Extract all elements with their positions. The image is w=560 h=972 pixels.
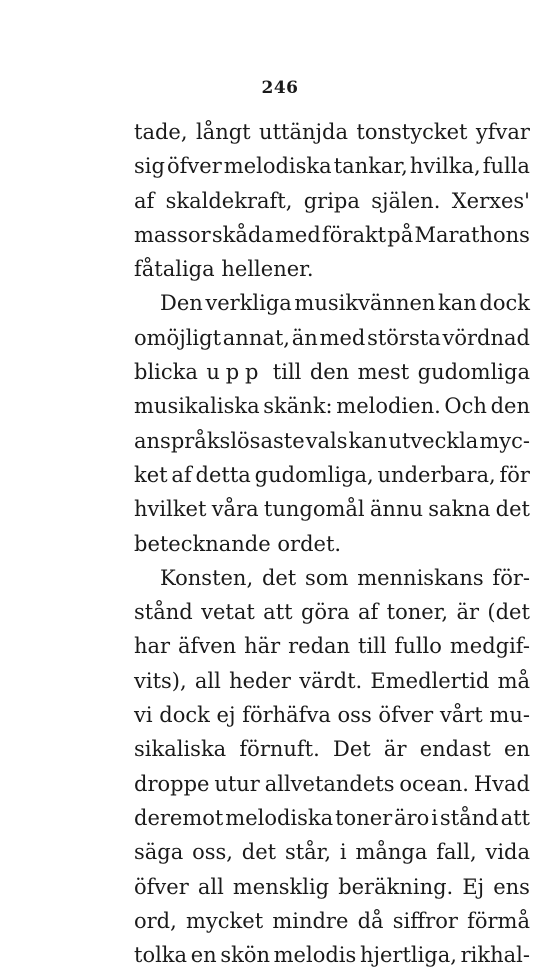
text-line bbox=[134, 286, 530, 320]
word: omöjligt bbox=[134, 325, 222, 350]
word: sakna bbox=[428, 497, 491, 522]
word: vi bbox=[134, 703, 153, 728]
word: oss, bbox=[192, 840, 233, 865]
word: värdt. bbox=[299, 668, 363, 693]
word: toner bbox=[335, 805, 393, 830]
text-line bbox=[134, 767, 530, 801]
word: till bbox=[358, 634, 387, 659]
word: af bbox=[357, 600, 379, 625]
word: förhäfva bbox=[242, 703, 331, 728]
word: är bbox=[383, 737, 407, 762]
word: förmå bbox=[467, 908, 530, 933]
word: deremot bbox=[134, 805, 224, 830]
word: ord, bbox=[134, 908, 177, 933]
word: medgif- bbox=[449, 634, 530, 659]
word: musikvännen bbox=[294, 291, 436, 316]
text-line bbox=[134, 424, 530, 458]
word: allvetandets bbox=[264, 771, 395, 796]
text-line bbox=[134, 355, 530, 389]
word: gudomliga, bbox=[254, 462, 374, 487]
word: utveckla bbox=[388, 428, 479, 453]
word: att bbox=[263, 600, 293, 625]
word: förakt bbox=[321, 222, 387, 247]
text-line bbox=[134, 527, 530, 561]
word: förnuft. bbox=[239, 737, 320, 762]
body-text bbox=[134, 115, 530, 972]
word: blicka bbox=[134, 360, 198, 385]
word: säga bbox=[134, 840, 184, 865]
word: underbara, bbox=[377, 462, 496, 487]
word: utur bbox=[214, 771, 260, 796]
word: det bbox=[495, 497, 530, 522]
word: Emedlertid bbox=[370, 668, 490, 693]
word: droppe bbox=[134, 771, 210, 796]
word: anspråkslösaste bbox=[134, 428, 305, 453]
word: vetat bbox=[201, 600, 255, 625]
word: hvilka, bbox=[409, 154, 481, 179]
word: här bbox=[244, 634, 281, 659]
word: yfvar bbox=[475, 120, 530, 144]
word: af bbox=[171, 462, 192, 487]
word: Det bbox=[333, 737, 371, 762]
word: af bbox=[134, 188, 155, 213]
word: fall, bbox=[436, 840, 477, 865]
text-line bbox=[134, 218, 530, 252]
word: sikaliska bbox=[134, 737, 227, 762]
word: mycket bbox=[186, 908, 264, 933]
word: största bbox=[367, 325, 441, 350]
word: menniskans bbox=[357, 565, 484, 590]
word: Hvad bbox=[473, 771, 530, 796]
word: äro bbox=[394, 805, 430, 830]
word: musikaliska bbox=[134, 394, 260, 419]
text-line bbox=[134, 321, 530, 355]
word: det bbox=[241, 840, 277, 865]
text-line bbox=[134, 801, 530, 835]
page-number: 246 bbox=[261, 78, 299, 98]
word: betecknande bbox=[134, 531, 271, 556]
word: ej bbox=[216, 703, 236, 728]
word: annat, bbox=[222, 325, 290, 350]
word: skaldekraft, bbox=[165, 188, 293, 213]
text-line bbox=[134, 938, 530, 972]
word: gudomliga bbox=[417, 360, 530, 385]
word: göra bbox=[300, 600, 350, 625]
word: dock bbox=[159, 703, 210, 728]
word: stånd bbox=[134, 600, 193, 625]
text-line bbox=[134, 835, 530, 869]
word: melodiska bbox=[225, 805, 334, 830]
word: Xerxes' bbox=[451, 188, 530, 213]
word: (det bbox=[487, 600, 530, 625]
word: all bbox=[197, 874, 224, 899]
word: det bbox=[261, 565, 297, 590]
word: sig bbox=[134, 154, 165, 179]
word: i bbox=[431, 805, 438, 830]
word: den bbox=[309, 360, 350, 385]
word: på bbox=[387, 222, 414, 247]
text-line bbox=[134, 115, 530, 149]
word: endast bbox=[419, 737, 491, 762]
word: uttänjda bbox=[259, 120, 348, 144]
word: öfver bbox=[134, 874, 189, 899]
word: hvilket bbox=[134, 497, 207, 522]
word: tade, bbox=[134, 120, 188, 144]
word: mu- bbox=[489, 703, 530, 728]
word: att bbox=[500, 805, 530, 830]
text-line bbox=[134, 458, 530, 492]
word: skön bbox=[220, 943, 270, 968]
word: verkliga bbox=[205, 291, 292, 316]
word: fullo bbox=[394, 634, 442, 659]
word: tonstycket bbox=[356, 120, 468, 144]
word: Ej bbox=[462, 874, 485, 899]
word: till bbox=[272, 360, 302, 385]
word: öfver bbox=[378, 703, 434, 728]
word: den bbox=[490, 394, 530, 419]
word: myc- bbox=[479, 428, 530, 453]
word: tungomål bbox=[263, 497, 365, 522]
word: som bbox=[305, 565, 349, 590]
word: ens bbox=[493, 874, 530, 899]
word: vals bbox=[305, 428, 348, 453]
text-line bbox=[134, 252, 530, 286]
word: äfven bbox=[178, 634, 237, 659]
word: står, bbox=[284, 840, 332, 865]
word: massor bbox=[134, 222, 211, 247]
text-line bbox=[134, 492, 530, 526]
word: fåtaliga bbox=[134, 257, 215, 282]
text-line bbox=[134, 870, 530, 904]
word: heder bbox=[229, 668, 291, 693]
word: gripa bbox=[303, 188, 360, 213]
word: för bbox=[499, 462, 530, 487]
word: våra bbox=[211, 497, 259, 522]
word: hjertliga, bbox=[359, 943, 457, 968]
word: skåda bbox=[211, 222, 274, 247]
word: oss bbox=[337, 703, 372, 728]
word: vida bbox=[485, 840, 530, 865]
text-line bbox=[134, 732, 530, 766]
word: öfver bbox=[166, 154, 222, 179]
word: tolka bbox=[134, 943, 188, 968]
text-line bbox=[134, 184, 530, 218]
word: vördnad bbox=[442, 325, 530, 350]
word: skänk: bbox=[263, 394, 333, 419]
word: mindre bbox=[272, 908, 349, 933]
text-line bbox=[134, 595, 530, 629]
text-line bbox=[134, 904, 530, 938]
word: melodien. bbox=[336, 394, 441, 419]
word: Och bbox=[444, 394, 487, 419]
word: är bbox=[456, 600, 480, 625]
word: må bbox=[497, 668, 530, 693]
word: mest bbox=[357, 360, 410, 385]
word: en bbox=[504, 737, 530, 762]
word: i bbox=[339, 840, 347, 865]
text-line bbox=[134, 149, 530, 183]
word: ocean. bbox=[399, 771, 469, 796]
text-line bbox=[134, 389, 530, 423]
word: hellener. bbox=[221, 257, 314, 282]
word: beräkning. bbox=[338, 874, 454, 899]
word: många bbox=[355, 840, 428, 865]
word: rikhal- bbox=[460, 943, 530, 968]
word: själen. bbox=[371, 188, 441, 213]
word: då bbox=[357, 908, 384, 933]
word: ordet. bbox=[277, 531, 342, 556]
word: vårt bbox=[439, 703, 483, 728]
word: upp bbox=[206, 360, 265, 385]
word: detta bbox=[195, 462, 251, 487]
word: toner, bbox=[386, 600, 449, 625]
word: ket bbox=[134, 462, 168, 487]
word: med bbox=[275, 222, 321, 247]
word: siffror bbox=[392, 908, 458, 933]
text-line bbox=[134, 561, 530, 595]
word: fulla bbox=[482, 154, 530, 179]
text-line bbox=[134, 664, 530, 698]
word: melodis bbox=[273, 943, 357, 968]
word: dock bbox=[479, 291, 530, 316]
text-line bbox=[134, 629, 530, 663]
text-line bbox=[134, 698, 530, 732]
word: ännu bbox=[369, 497, 424, 522]
word: Marathons bbox=[414, 222, 530, 247]
word: med bbox=[319, 325, 366, 350]
word: har bbox=[134, 634, 171, 659]
word: Den bbox=[160, 291, 203, 316]
word: redan bbox=[288, 634, 351, 659]
word: en bbox=[190, 943, 217, 968]
word: kan bbox=[438, 291, 477, 316]
word: än bbox=[291, 325, 318, 350]
word: långt bbox=[195, 120, 251, 144]
word: all bbox=[194, 668, 221, 693]
word: mensklig bbox=[232, 874, 330, 899]
word: för- bbox=[492, 565, 530, 590]
word: melodiska bbox=[223, 154, 332, 179]
word: tankar, bbox=[333, 154, 408, 179]
word: stånd bbox=[439, 805, 499, 830]
word: kan bbox=[348, 428, 388, 453]
word: vits), bbox=[134, 668, 187, 693]
word: Konsten, bbox=[160, 565, 254, 590]
